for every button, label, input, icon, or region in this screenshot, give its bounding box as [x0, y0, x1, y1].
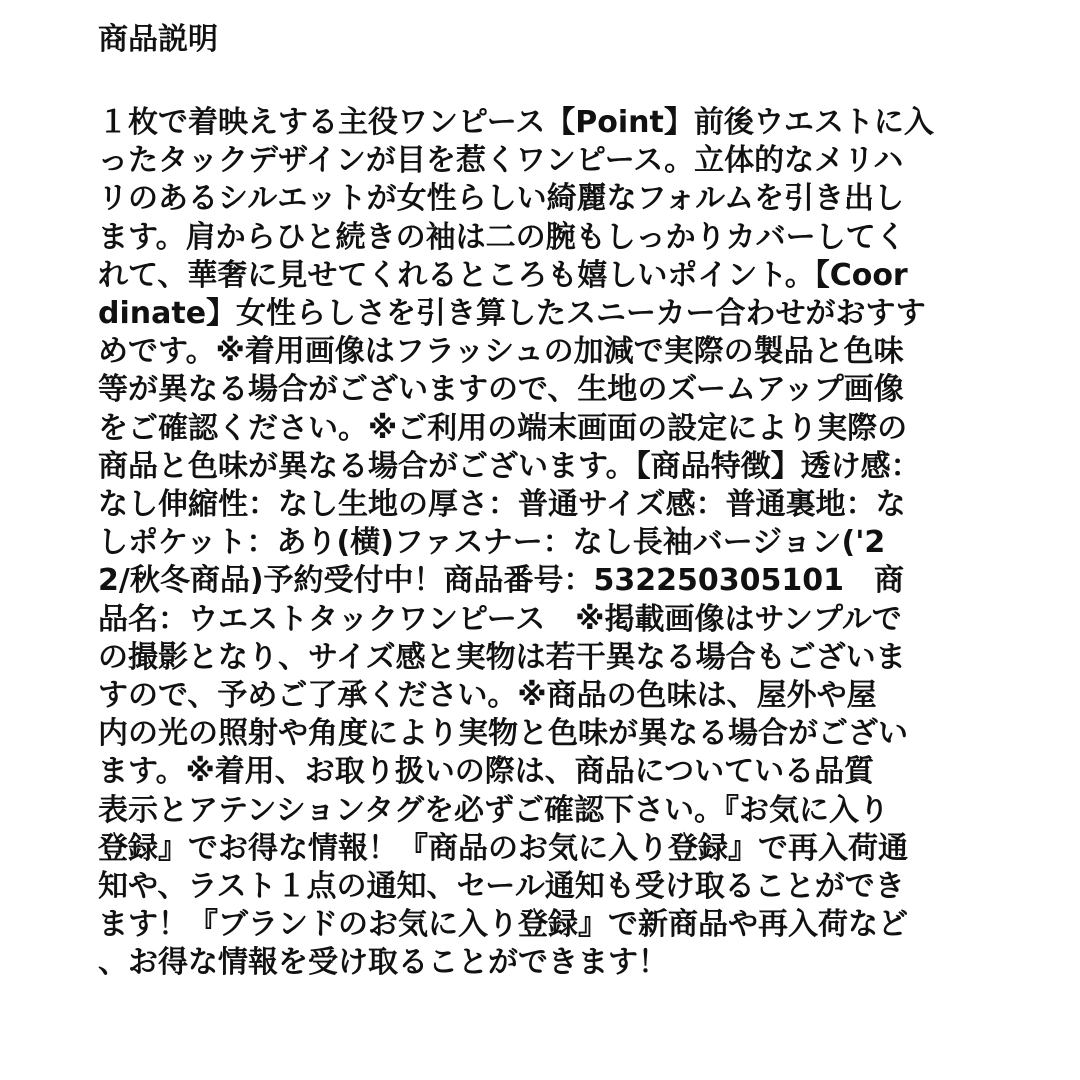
description-line: 2/秋冬商品)予約受付中！商品番号：532250305101 商 [98, 563, 905, 599]
product-description [98, 104, 998, 983]
description-line: 表示とアテンションタグを必ずご確認下さい。『お気に入り [98, 792, 889, 828]
description-line: の撮影となり、サイズ感と実物は若干異なる場合もございま [98, 639, 906, 675]
description-line: すので、予めご了承ください。※商品の色味は、屋外や屋 [98, 678, 877, 714]
description-line: ます。肩からひと続きの袖は二の腕もしっかりカバーしてく [98, 219, 906, 255]
description-line: 等が異なる場合がございますので、生地のズームアップ画像 [98, 372, 904, 408]
description-line: 登録』でお得な情報！『商品のお気に入り登録』で再入荷通 [98, 830, 908, 866]
description-line: をご確認ください。※ご利用の端末画面の設定により実際の [98, 410, 908, 446]
description-line: しポケット：あり(横)ファスナー：なし長袖バージョン('2 [98, 525, 886, 561]
description-line: ます！『ブランドのお気に入り登録』で新商品や再入荷など [98, 907, 908, 943]
description-line: １枚で着映えする主役ワンピース【Point】前後ウエストに入 [98, 105, 934, 140]
description-line: dinate】女性らしさを引き算したスニーカー合わせがおすす [98, 296, 926, 332]
description-line: ったタックデザインが目を惹くワンピース。立体的なメリハ [98, 143, 904, 179]
page-heading: 商品説明 [98, 22, 218, 57]
description-line: めです。※着用画像はフラッシュの加減で実際の製品と色味 [98, 334, 904, 370]
description-line: 知や、ラスト１点の通知、セール通知も受け取ることができ [98, 869, 905, 905]
description-line: 内の光の照射や角度により実物と色味が異なる場合がござい [98, 716, 908, 752]
description-line: リのあるシルエットが女性らしい綺麗なフォルムを引き出し [98, 181, 904, 217]
description-line: 品名：ウエストタックワンピース ※掲載画像はサンプルで [98, 601, 902, 637]
description-line: れて、華奢に見せてくれるところも嬉しいポイント。【Coor [98, 257, 908, 293]
description-line: 、お得な情報を受け取ることができます！ [98, 945, 668, 981]
description-line: ます。※着用、お取り扱いの際は、商品についている品質 [98, 754, 875, 790]
description-line: なし伸縮性：なし生地の厚さ：普通サイズ感：普通裏地：な [98, 487, 906, 523]
description-line: 商品と色味が異なる場合がございます。【商品特徴】透け感： [98, 448, 921, 484]
